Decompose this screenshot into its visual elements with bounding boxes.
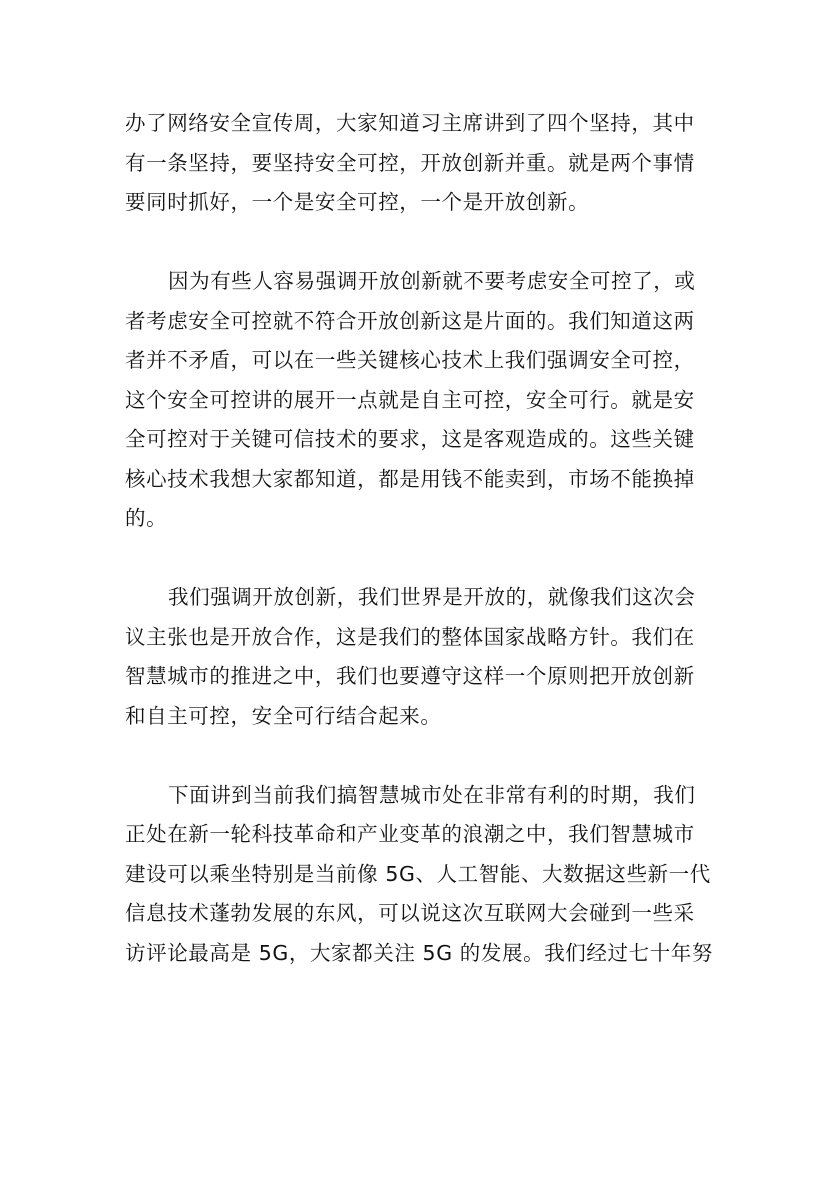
text-line: 的。 [125,506,168,530]
paragraph-2 [125,262,709,539]
paragraph-1 [125,104,709,223]
text-line: 智慧城市的推进之中，我们也要遵守这样一个原则把开放创新 [125,664,695,688]
text-line: 因为有些人容易强调开放创新就不要考虑安全可控了，或 [168,269,696,293]
text-line: 全可控对于关键可信技术的要求，这是客观造成的。这些关键 [125,427,695,451]
text-line: 办了网络安全宣传周，大家知道习主席讲到了四个坚持，其中 [125,111,695,135]
paragraph-3 [125,578,709,736]
text-line: 正处在新一轮科技革命和产业变革的浪潮之中，我们智慧城市 [125,822,695,846]
text-line: 下面讲到当前我们搞智慧城市处在非常有利的时期，我们 [168,782,696,807]
text-line: 访评论最高是 5G，大家都关注 5G 的发展。我们经过七十年努 [125,940,714,965]
text-line: 信息技术蓬勃发展的东风，可以说这次互联网大会碰到一些采 [125,901,695,925]
paragraph-4 [125,776,714,974]
text-line: 和自主可控，安全可行结合起来。 [125,703,442,728]
text-line: 这个安全可控讲的展开一点就是自主可控，安全可行。就是安 [125,387,695,412]
text-line: 要同时抓好，一个是安全可控，一个是开放创新。 [125,190,590,214]
text-line: 者并不矛盾，可以在一些关键核心技术上我们强调安全可控， [125,348,695,372]
text-line: 建设可以乘坐特别是当前像 5G、人工智能、大数据这些新一代 [125,861,711,886]
text-line: 核心技术我想大家都知道，都是用钱不能卖到，市场不能换掉 [125,466,695,491]
text-line: 我们强调开放创新，我们世界是开放的，就像我们这次会 [168,585,696,609]
text-line: 有一条坚持，要坚持安全可控，开放创新并重。就是两个事情 [125,150,695,175]
text-line: 议主张也是开放合作，这是我们的整体国家战略方针。我们在 [125,624,695,649]
document-body [125,104,714,973]
text-line: 者考虑安全可控就不符合开放创新这是片面的。我们知道这两 [125,308,695,333]
